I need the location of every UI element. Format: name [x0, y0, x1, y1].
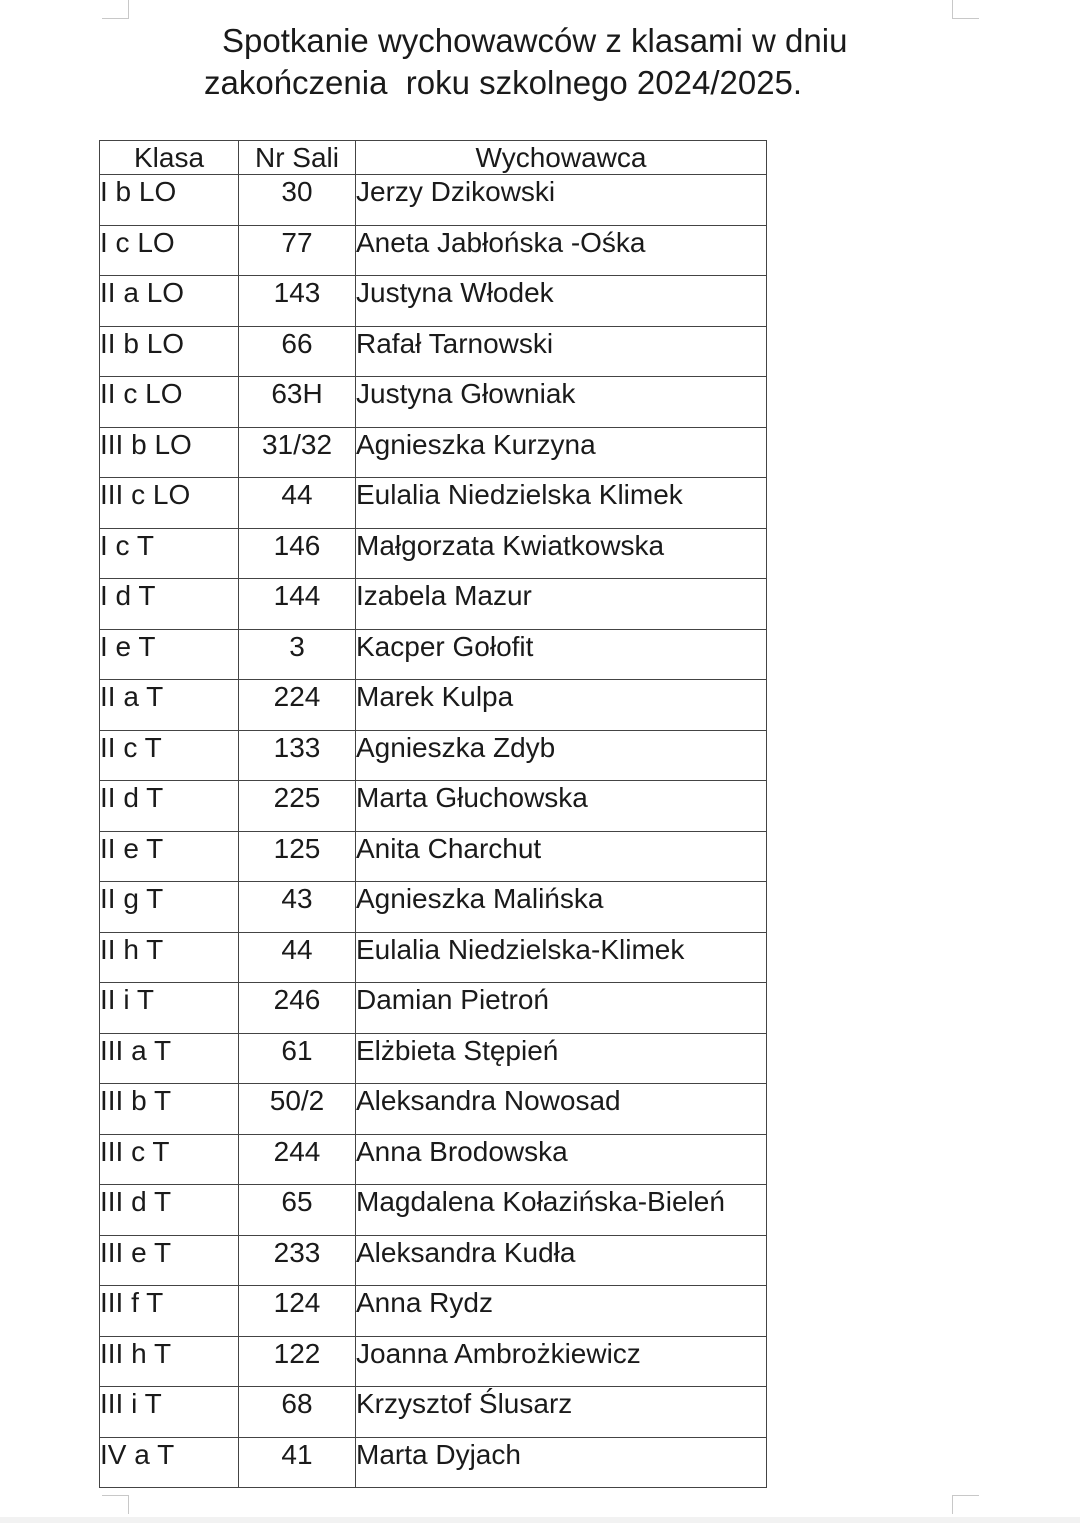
cell-wychowawca: Eulalia Niedzielska-Klimek	[356, 932, 767, 983]
cell-wychowawca: Joanna Ambrożkiewicz	[356, 1336, 767, 1387]
cell-wychowawca: Marta Głuchowska	[356, 781, 767, 832]
cell-klasa: II c T	[100, 730, 239, 781]
cell-nr-sali: 68	[239, 1387, 356, 1438]
cell-wychowawca: Aleksandra Kudła	[356, 1235, 767, 1286]
cell-wychowawca: Małgorzata Kwiatkowska	[356, 528, 767, 579]
cell-nr-sali: 224	[239, 680, 356, 731]
cell-nr-sali: 143	[239, 276, 356, 327]
cell-klasa: II c LO	[100, 377, 239, 428]
cell-nr-sali: 122	[239, 1336, 356, 1387]
cell-klasa: III b T	[100, 1084, 239, 1135]
table-row	[100, 882, 767, 933]
page-corner-mark-bottom-right	[952, 1495, 979, 1514]
cell-wychowawca: Agnieszka Zdyb	[356, 730, 767, 781]
cell-nr-sali: 50/2	[239, 1084, 356, 1135]
table-row	[100, 528, 767, 579]
cell-wychowawca: Anna Brodowska	[356, 1134, 767, 1185]
cell-nr-sali: 146	[239, 528, 356, 579]
cell-klasa: III a T	[100, 1033, 239, 1084]
table-row	[100, 1437, 767, 1488]
table-row	[100, 579, 767, 630]
cell-nr-sali: 3	[239, 629, 356, 680]
table-row	[100, 932, 767, 983]
cell-nr-sali: 246	[239, 983, 356, 1034]
cell-wychowawca: Marta Dyjach	[356, 1437, 767, 1488]
cell-klasa: II h T	[100, 932, 239, 983]
cell-klasa: III b LO	[100, 427, 239, 478]
cell-wychowawca: Anita Charchut	[356, 831, 767, 882]
class-teacher-room-table	[99, 140, 767, 1488]
cell-nr-sali: 124	[239, 1286, 356, 1337]
table-row	[100, 1235, 767, 1286]
cell-wychowawca: Kacper Gołofit	[356, 629, 767, 680]
cell-wychowawca: Elżbieta Stępień	[356, 1033, 767, 1084]
title-line-1: Spotkanie wychowawców z klasami w dniu	[222, 22, 848, 59]
cell-klasa: II g T	[100, 882, 239, 933]
table-row	[100, 427, 767, 478]
page-corner-mark-top-left	[102, 0, 129, 19]
cell-wychowawca: Eulalia Niedzielska Klimek	[356, 478, 767, 529]
table-row	[100, 781, 767, 832]
header-klasa: Klasa	[100, 141, 239, 175]
table-row	[100, 276, 767, 327]
cell-wychowawca: Justyna Głowniak	[356, 377, 767, 428]
table-body	[100, 175, 767, 1488]
cell-klasa: III i T	[100, 1387, 239, 1438]
table-header	[100, 141, 767, 175]
cell-klasa: II e T	[100, 831, 239, 882]
cell-nr-sali: 44	[239, 932, 356, 983]
cell-klasa: I d T	[100, 579, 239, 630]
cell-nr-sali: 61	[239, 1033, 356, 1084]
cell-nr-sali: 44	[239, 478, 356, 529]
cell-nr-sali: 41	[239, 1437, 356, 1488]
table-row	[100, 175, 767, 226]
header-nr-sali: Nr Sali	[239, 141, 356, 175]
cell-klasa: I c T	[100, 528, 239, 579]
cell-wychowawca: Damian Pietroń	[356, 983, 767, 1034]
cell-wychowawca: Krzysztof Ślusarz	[356, 1387, 767, 1438]
cell-klasa: I c LO	[100, 225, 239, 276]
cell-klasa: II d T	[100, 781, 239, 832]
table-row	[100, 1387, 767, 1438]
cell-nr-sali: 144	[239, 579, 356, 630]
page-edge	[0, 1517, 1080, 1523]
table-row	[100, 377, 767, 428]
table-header-row	[100, 141, 767, 175]
cell-klasa: III c LO	[100, 478, 239, 529]
cell-klasa: III h T	[100, 1336, 239, 1387]
page-corner-mark-bottom-left	[102, 1495, 129, 1514]
cell-klasa: II a LO	[100, 276, 239, 327]
cell-wychowawca: Magdalena Kołazińska-Bieleń	[356, 1185, 767, 1236]
title-line-2: zakończenia roku szkolnego 2024/2025.	[204, 64, 803, 101]
table-row	[100, 1084, 767, 1135]
cell-klasa: III e T	[100, 1235, 239, 1286]
cell-nr-sali: 63H	[239, 377, 356, 428]
cell-wychowawca: Marek Kulpa	[356, 680, 767, 731]
cell-wychowawca: Agnieszka Kurzyna	[356, 427, 767, 478]
cell-klasa: IV a T	[100, 1437, 239, 1488]
table-row	[100, 1033, 767, 1084]
cell-nr-sali: 125	[239, 831, 356, 882]
cell-klasa: I e T	[100, 629, 239, 680]
table-row	[100, 1286, 767, 1337]
cell-wychowawca: Jerzy Dzikowski	[356, 175, 767, 226]
table-row	[100, 629, 767, 680]
table-row	[100, 983, 767, 1034]
cell-klasa: II i T	[100, 983, 239, 1034]
cell-nr-sali: 30	[239, 175, 356, 226]
header-wychowawca: Wychowawca	[356, 141, 767, 175]
cell-wychowawca: Justyna Włodek	[356, 276, 767, 327]
cell-nr-sali: 43	[239, 882, 356, 933]
table-row	[100, 730, 767, 781]
cell-klasa: III f T	[100, 1286, 239, 1337]
cell-nr-sali: 225	[239, 781, 356, 832]
cell-wychowawca: Izabela Mazur	[356, 579, 767, 630]
cell-wychowawca: Agnieszka Malińska	[356, 882, 767, 933]
cell-nr-sali: 77	[239, 225, 356, 276]
cell-wychowawca: Aleksandra Nowosad	[356, 1084, 767, 1135]
cell-nr-sali: 66	[239, 326, 356, 377]
cell-klasa: III c T	[100, 1134, 239, 1185]
cell-nr-sali: 31/32	[239, 427, 356, 478]
table-row	[100, 225, 767, 276]
table-row	[100, 831, 767, 882]
page-corner-mark-top-right	[952, 0, 979, 19]
cell-klasa: II b LO	[100, 326, 239, 377]
cell-klasa: I b LO	[100, 175, 239, 226]
table-row	[100, 1134, 767, 1185]
table-row	[100, 1185, 767, 1236]
cell-wychowawca: Aneta Jabłońska -Ośka	[356, 225, 767, 276]
cell-nr-sali: 65	[239, 1185, 356, 1236]
cell-klasa: III d T	[100, 1185, 239, 1236]
table-row	[100, 478, 767, 529]
cell-klasa: II a T	[100, 680, 239, 731]
cell-nr-sali: 244	[239, 1134, 356, 1185]
cell-nr-sali: 233	[239, 1235, 356, 1286]
cell-wychowawca: Anna Rydz	[356, 1286, 767, 1337]
table-row	[100, 1336, 767, 1387]
cell-nr-sali: 133	[239, 730, 356, 781]
table-row	[100, 326, 767, 377]
table-row	[100, 680, 767, 731]
cell-wychowawca: Rafał Tarnowski	[356, 326, 767, 377]
